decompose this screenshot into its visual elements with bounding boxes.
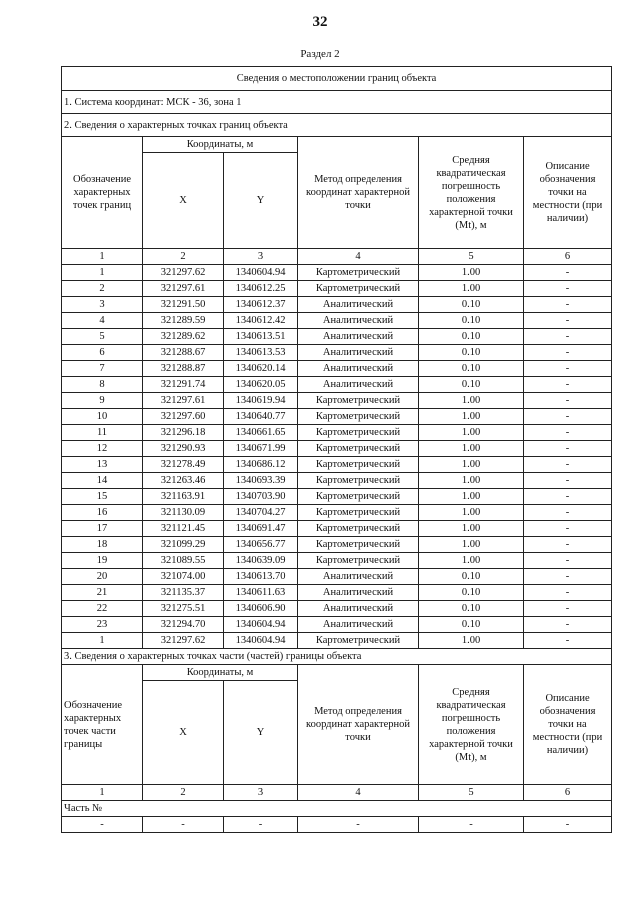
coords-header: Координаты, м [143,137,298,153]
table-row [62,409,612,425]
table-cell: 321297.60 [143,409,224,425]
table-cell: 1340620.14 [224,361,298,377]
error-header: Средняя квадратическая погрешность положения характерной точки (Mt), м [419,137,524,249]
table-cell: 1340604.94 [224,617,298,633]
table-cell: 0.10 [419,313,524,329]
table-cell: 1.00 [419,441,524,457]
table-cell: - [419,817,524,833]
table-cell: - [524,569,612,585]
table-cell: 17 [62,521,143,537]
table-cell: 1.00 [419,265,524,281]
column-number: 5 [419,249,524,265]
table-cell: - [524,537,612,553]
table-cell: 1340686.12 [224,457,298,473]
table-cell: 321297.61 [143,281,224,297]
table-cell: 1.00 [419,633,524,649]
column-number: 4 [298,785,419,801]
table-cell: 321074.00 [143,569,224,585]
table-cell: 0.10 [419,377,524,393]
table-cell: Аналитический [298,617,419,633]
section3-title: 3. Сведения о характерных точках части (частей) границы объекта [62,649,612,665]
table-cell: - [524,633,612,649]
table-cell: 0.10 [419,345,524,361]
table-row [62,361,612,377]
table-cell: 1.00 [419,425,524,441]
table-row [62,585,612,601]
method-header: Метод определения координат характерной точки [298,137,419,249]
table-cell: Аналитический [298,345,419,361]
table-cell: 1340620.05 [224,377,298,393]
table-cell: - [524,585,612,601]
table-cell: 1340613.51 [224,329,298,345]
error-header-2: Средняя квадратическая погрешность положения характерной точки (Mt), м [419,665,524,785]
column-number: 4 [298,249,419,265]
table-cell: - [524,457,612,473]
table-row [62,617,612,633]
x-header-2: X [143,681,224,785]
table-cell: Аналитический [298,313,419,329]
table-cell: 1 [62,633,143,649]
table-cell: 20 [62,569,143,585]
table-cell: 321289.59 [143,313,224,329]
table-row [62,457,612,473]
table-cell: 321289.62 [143,329,224,345]
table-cell: 321288.87 [143,361,224,377]
table-cell: 0.10 [419,601,524,617]
column-number: 2 [143,785,224,801]
table-cell: - [524,489,612,505]
table-row [62,297,612,313]
table-row [62,569,612,585]
column-number: 2 [143,249,224,265]
table-row [62,393,612,409]
table-cell: Картометрический [298,409,419,425]
table-cell: 1.00 [419,521,524,537]
table-cell: 1340703.90 [224,489,298,505]
table-cell: - [524,473,612,489]
table-cell: 321263.46 [143,473,224,489]
table-cell: 23 [62,617,143,633]
table-cell: 1.00 [419,473,524,489]
table-cell: Картометрический [298,537,419,553]
table-cell: 321278.49 [143,457,224,473]
table-cell: Аналитический [298,377,419,393]
table-cell: Картометрический [298,473,419,489]
table-cell: 321099.29 [143,537,224,553]
table-cell: 0.10 [419,617,524,633]
column-number: 3 [224,249,298,265]
designation-header: Обозначение характерных точек границ [62,137,143,249]
table-cell: Картометрический [298,281,419,297]
table-cell: Аналитический [298,297,419,313]
column-number: 1 [62,249,143,265]
boundary-table [61,66,612,833]
table-cell: - [524,521,612,537]
table-cell: - [524,329,612,345]
table-cell: 321294.70 [143,617,224,633]
table-cell: 19 [62,553,143,569]
table-cell: - [524,265,612,281]
table-cell: - [524,281,612,297]
table-cell: 6 [62,345,143,361]
table-cell: Картометрический [298,633,419,649]
table-cell: 1340611.63 [224,585,298,601]
column-number: 6 [524,249,612,265]
table-cell: Картометрический [298,393,419,409]
table-row [62,521,612,537]
table-cell: 321290.93 [143,441,224,457]
column-number: 5 [419,785,524,801]
table-cell: Аналитический [298,569,419,585]
table-cell: 321297.62 [143,265,224,281]
table-cell: 0.10 [419,585,524,601]
table-cell: 21 [62,585,143,601]
table-cell: - [524,345,612,361]
table-cell: - [143,817,224,833]
table-cell: 321121.45 [143,521,224,537]
table-cell: Аналитический [298,585,419,601]
table-row [62,537,612,553]
table-cell: Картометрический [298,265,419,281]
table-cell: 321163.91 [143,489,224,505]
table-cell: 321135.37 [143,585,224,601]
table-cell: 9 [62,393,143,409]
table-cell: 1340612.25 [224,281,298,297]
table-cell: 1.00 [419,457,524,473]
table-cell: 5 [62,329,143,345]
table-cell: 12 [62,441,143,457]
table-cell: - [524,377,612,393]
part-label: Часть № [62,801,612,817]
table-cell: 16 [62,505,143,521]
table-cell: Картометрический [298,489,419,505]
method-header-2: Метод определения координат характерной точки [298,665,419,785]
table-row [62,281,612,297]
table-cell: 1340691.47 [224,521,298,537]
y-header: Y [224,153,298,249]
table-cell: - [524,505,612,521]
table-cell: - [524,297,612,313]
table-title: Сведения о местоположении границ объекта [62,67,612,91]
table-cell: 1.00 [419,393,524,409]
section2-title: 2. Сведения о характерных точках границ объекта [62,114,612,137]
table-cell: 1.00 [419,553,524,569]
table-row [62,553,612,569]
table-row [62,505,612,521]
table-cell: 1.00 [419,409,524,425]
table-cell: 3 [62,297,143,313]
table-cell: 0.10 [419,329,524,345]
table-cell: 0.10 [419,361,524,377]
x-header: X [143,153,224,249]
table-cell: 1340613.53 [224,345,298,361]
table-cell: 321291.74 [143,377,224,393]
table-cell: Аналитический [298,361,419,377]
table-row [62,473,612,489]
table-cell: Аналитический [298,329,419,345]
table-cell: 321296.18 [143,425,224,441]
table-cell: - [524,601,612,617]
table-cell: 1340671.99 [224,441,298,457]
table-row [62,377,612,393]
table-cell: 1340613.70 [224,569,298,585]
table-cell: 11 [62,425,143,441]
table-cell: 321297.61 [143,393,224,409]
column-number: 1 [62,785,143,801]
table-cell: 1340639.09 [224,553,298,569]
designation-part-header: Обозначение характерных точек части границы [62,665,143,785]
table-cell: - [298,817,419,833]
table-cell: - [524,393,612,409]
table-cell: 1.00 [419,281,524,297]
table-cell: 7 [62,361,143,377]
table-cell: 1340656.77 [224,537,298,553]
table-cell: 1.00 [419,489,524,505]
section-title: Раздел 2 [300,48,340,60]
table-cell: - [62,817,143,833]
coord-system: 1. Система координат: МСК - 36, зона 1 [62,91,612,114]
table-cell: 1.00 [419,505,524,521]
table-row [62,329,612,345]
table-cell: 14 [62,473,143,489]
table-cell: 8 [62,377,143,393]
table-cell: 1340693.39 [224,473,298,489]
table-cell: - [524,361,612,377]
coords-header-2: Координаты, м [143,665,298,681]
table-cell: - [524,441,612,457]
column-number: 6 [524,785,612,801]
table-cell: 2 [62,281,143,297]
table-row [62,265,612,281]
table-cell: - [524,425,612,441]
part-row [62,817,612,833]
table-cell: 18 [62,537,143,553]
table-cell: 4 [62,313,143,329]
table-cell: 1340612.42 [224,313,298,329]
table-cell: Картометрический [298,505,419,521]
table-cell: 321130.09 [143,505,224,521]
table-row [62,633,612,649]
table-cell: 1340606.90 [224,601,298,617]
table-cell: 321291.50 [143,297,224,313]
table-cell: 321089.55 [143,553,224,569]
table-cell: 321275.51 [143,601,224,617]
table-cell: 1 [62,265,143,281]
description-header-2: Описание обозначения точки на местности (при наличии) [524,665,612,785]
table-cell: 15 [62,489,143,505]
table-row [62,441,612,457]
table-row [62,489,612,505]
y-header-2: Y [224,681,298,785]
table-cell: Аналитический [298,601,419,617]
table-cell: 10 [62,409,143,425]
table-cell: Картометрический [298,553,419,569]
page-number: 32 [312,14,328,30]
column-numbers-row [62,785,612,801]
table-cell: 0.10 [419,297,524,313]
table-cell: 1340704.27 [224,505,298,521]
table-cell: 1340612.37 [224,297,298,313]
table-cell: 1340661.65 [224,425,298,441]
table-cell: 0.10 [419,569,524,585]
table-cell: - [524,409,612,425]
description-header: Описание обозначения точки на местности (при наличии) [524,137,612,249]
table-cell: - [524,617,612,633]
table-cell: 1340604.94 [224,633,298,649]
table-cell: 321288.67 [143,345,224,361]
column-numbers-row [62,249,612,265]
table-cell: 1340640.77 [224,409,298,425]
table-cell: - [524,553,612,569]
table-cell: 1340619.94 [224,393,298,409]
table-cell: 13 [62,457,143,473]
table-cell: 321297.62 [143,633,224,649]
table-cell: Картометрический [298,441,419,457]
table-cell: Картометрический [298,425,419,441]
column-number: 3 [224,785,298,801]
table-cell: Картометрический [298,457,419,473]
table-cell: Картометрический [298,521,419,537]
table-cell: - [524,313,612,329]
table-row [62,601,612,617]
table-cell: 1340604.94 [224,265,298,281]
table-row [62,425,612,441]
table-cell: - [524,817,612,833]
table-cell: 22 [62,601,143,617]
table-cell: 1.00 [419,537,524,553]
table-cell: - [224,817,298,833]
table-row [62,313,612,329]
table-row [62,345,612,361]
